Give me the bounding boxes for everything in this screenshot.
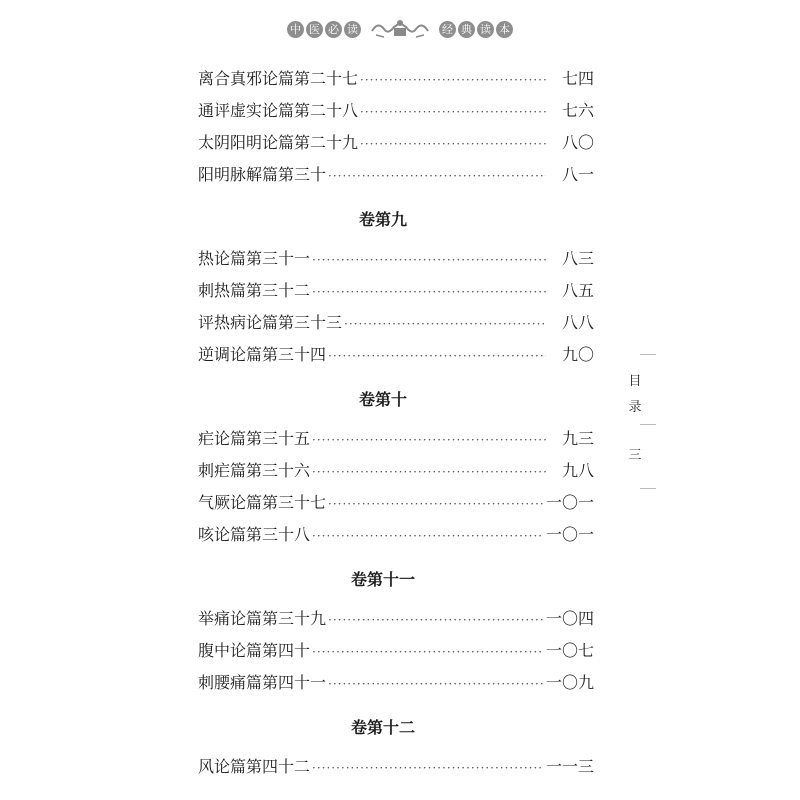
toc-entry[interactable] — [198, 426, 594, 458]
volume-heading: 卷第十二 — [350, 718, 415, 737]
toc-page: 八五 — [561, 281, 594, 300]
toc-title: 腹中论篇第四十 — [198, 641, 311, 660]
toc-title: 阳明脉解篇第三十 — [198, 165, 327, 184]
toc-page: 八〇 — [561, 133, 594, 152]
dot-leader — [344, 317, 546, 331]
header-char: 本 — [496, 21, 513, 38]
sidebar-section-char: 录 — [628, 400, 642, 415]
volume-heading: 卷第十一 — [350, 570, 415, 589]
toc-entry[interactable] — [198, 246, 594, 278]
sidebar-page-number: 三 — [628, 448, 642, 463]
toc-title: 咳论篇第三十八 — [198, 525, 311, 544]
header-char: 读 — [344, 21, 361, 38]
toc-title: 离合真邪论篇第二十七 — [198, 69, 359, 88]
header-char: 读 — [477, 21, 494, 38]
series-name-right — [438, 21, 514, 38]
dot-leader — [360, 73, 546, 87]
dot-leader — [312, 529, 544, 543]
toc-page: 九八 — [561, 461, 594, 480]
toc-entry[interactable] — [198, 638, 594, 670]
dot-leader — [312, 761, 544, 775]
toc-entry[interactable] — [198, 130, 594, 162]
sidebar-section-char: 目 — [628, 374, 642, 389]
toc-title: 气厥论篇第三十七 — [198, 493, 327, 512]
toc-page: 一〇七 — [545, 641, 594, 660]
header-char: 必 — [325, 21, 342, 38]
series-name-left — [286, 21, 362, 38]
toc-title: 太阴阳明论篇第二十九 — [198, 133, 359, 152]
toc-page: 八八 — [561, 313, 594, 332]
dot-leader — [360, 105, 546, 119]
toc-page: 一〇四 — [545, 609, 594, 628]
toc-title: 风论篇第四十二 — [198, 757, 311, 776]
toc-page: 一〇一 — [545, 525, 594, 544]
toc-title: 疟论篇第三十五 — [198, 429, 311, 448]
dot-leader — [360, 137, 546, 151]
toc-entry[interactable] — [198, 522, 594, 554]
dot-leader — [312, 433, 546, 447]
header-char: 医 — [306, 21, 323, 38]
ornament-icon — [370, 17, 430, 41]
toc-title: 刺疟篇第三十六 — [198, 461, 311, 480]
header-char: 经 — [439, 21, 456, 38]
toc-page: 一〇九 — [545, 673, 594, 692]
dot-leader — [328, 613, 544, 627]
toc-title: 刺腰痛篇第四十一 — [198, 673, 327, 692]
toc-entry[interactable] — [198, 98, 594, 130]
toc-page: 七六 — [561, 101, 594, 120]
sidebar-divider — [640, 354, 656, 355]
toc-entry[interactable] — [198, 754, 594, 786]
toc-entry[interactable] — [198, 342, 594, 374]
header-char: 中 — [287, 21, 304, 38]
toc-entry[interactable] — [198, 670, 594, 702]
dot-leader — [312, 465, 546, 479]
dot-leader — [328, 497, 544, 511]
dot-leader — [312, 645, 544, 659]
dot-leader — [328, 169, 546, 183]
toc-entry[interactable] — [198, 458, 594, 490]
toc-title: 举痛论篇第三十九 — [198, 609, 327, 628]
running-header — [0, 16, 800, 42]
toc-title: 评热病论篇第三十三 — [198, 313, 343, 332]
header-char: 典 — [458, 21, 475, 38]
toc-title: 通评虚实论篇第二十八 — [198, 101, 359, 120]
toc-entry[interactable] — [198, 606, 594, 638]
dot-leader — [328, 677, 544, 691]
volume-heading: 卷第十 — [358, 390, 407, 409]
toc-page: 八三 — [561, 249, 594, 268]
toc-entry[interactable] — [198, 278, 594, 310]
toc-entry[interactable] — [198, 490, 594, 522]
dot-leader — [312, 253, 546, 267]
section-sidebar — [628, 352, 658, 492]
toc-title: 热论篇第三十一 — [198, 249, 311, 268]
toc-title: 刺热篇第三十二 — [198, 281, 311, 300]
toc-page: 一一三 — [545, 757, 594, 776]
toc-page: 八一 — [561, 165, 594, 184]
toc-entry[interactable] — [198, 310, 594, 342]
toc-page: 九三 — [561, 429, 594, 448]
toc-page: 一〇一 — [545, 493, 594, 512]
dot-leader — [328, 349, 546, 363]
toc-page: 七四 — [561, 69, 594, 88]
table-of-contents — [198, 66, 594, 786]
dot-leader — [312, 285, 546, 299]
toc-entry[interactable] — [198, 162, 594, 194]
sidebar-divider — [640, 488, 656, 489]
toc-page: 九〇 — [561, 345, 594, 364]
sidebar-divider — [640, 424, 656, 425]
toc-title: 逆调论篇第三十四 — [198, 345, 327, 364]
toc-entry[interactable] — [198, 66, 594, 98]
volume-heading: 卷第九 — [358, 210, 407, 229]
